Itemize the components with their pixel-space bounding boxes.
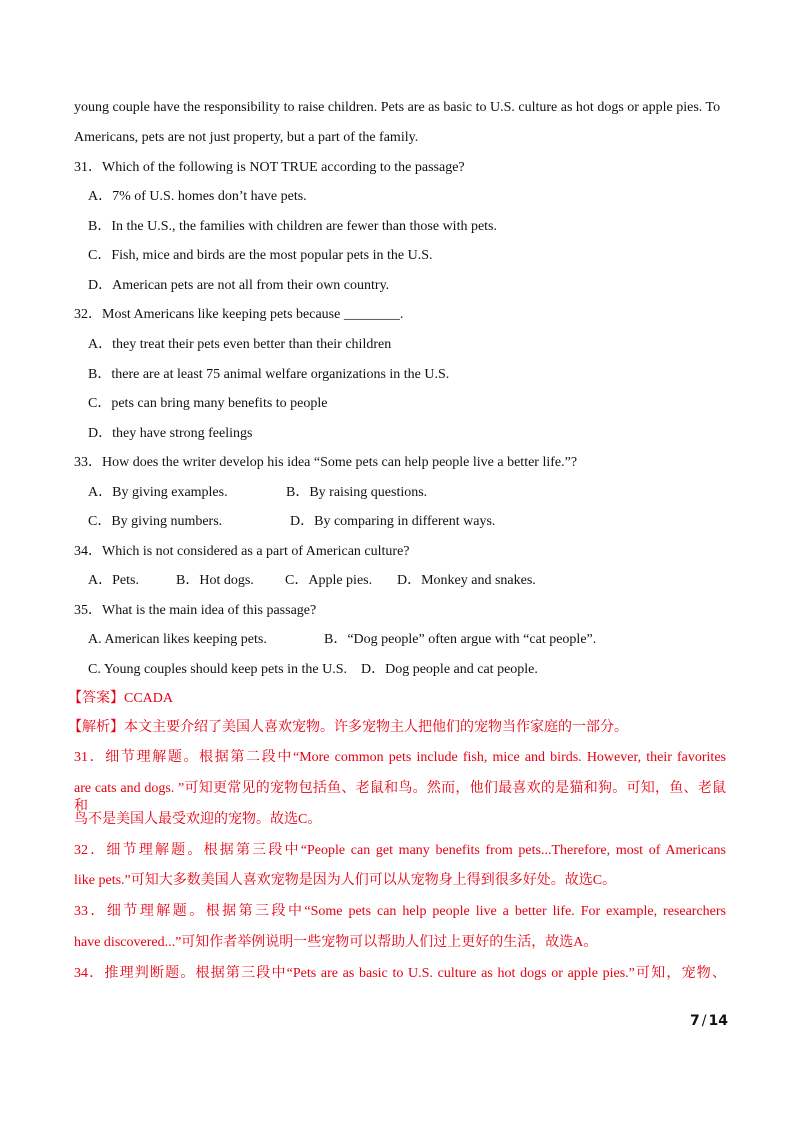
question-35-option-b: B．“Dog people” often argue with “cat people”. bbox=[324, 632, 597, 647]
question-35-option-c: C. Young couples should keep pets in the U.S. bbox=[88, 662, 347, 677]
question-33-option-d: D．By comparing in different ways. bbox=[290, 514, 496, 529]
question-31-stem: 31．Which of the following is NOT TRUE according to the passage? bbox=[74, 160, 465, 175]
explanation-31-line-3: 鸟不是美国人最受欢迎的宠物。故选C。 bbox=[74, 812, 322, 827]
passage-line-1: young couple have the responsibility to raise children. Pets are as basic to U.S. culture as hot dogs or apple pies. To bbox=[74, 100, 721, 115]
question-33-option-a: A．By giving examples. bbox=[88, 485, 228, 500]
analysis-label: 【解析】 bbox=[68, 720, 124, 735]
page-number-separator: / bbox=[701, 1013, 707, 1029]
question-35-option-a: A. American likes keeping pets. bbox=[88, 632, 267, 647]
question-34-stem: 34．Which is not considered as a part of American culture? bbox=[74, 544, 410, 559]
question-32-option-b: B．there are at least 75 animal welfare organizations in the U.S. bbox=[88, 367, 450, 382]
question-31-option-b: B．In the U.S., the families with children are fewer than those with pets. bbox=[88, 219, 498, 234]
question-33-stem: 33．How does the writer develop his idea “Some pets can help people live a better life.”? bbox=[74, 455, 578, 470]
question-34-option-d: D．Monkey and snakes. bbox=[397, 573, 536, 588]
question-32-stem: 32．Most Americans like keeping pets because ________. bbox=[74, 307, 404, 322]
analysis-summary: 本文主要介绍了美国人喜欢宠物。许多宠物主人把他们的宠物当作家庭的一部分。 bbox=[124, 720, 628, 735]
explanation-31-line-2: are cats and dogs. ”可知更常见的宠物包括鱼、老鼠和鸟。然而，他们最喜欢的是猫和狗。可知，鱼、老鼠和 bbox=[74, 781, 726, 814]
explanation-33-line-1: 33．细节理解题。根据第三段中“Some pets can help people live a better life. For example, researchers bbox=[74, 904, 726, 919]
page-number-total: 14 bbox=[708, 1013, 728, 1029]
answer-line bbox=[68, 690, 720, 708]
page-number-current: 7 bbox=[690, 1013, 700, 1029]
question-34-option-b: B．Hot dogs. bbox=[176, 573, 254, 588]
page-number bbox=[690, 1013, 728, 1029]
question-31-option-c: C．Fish, mice and birds are the most popular pets in the U.S. bbox=[88, 248, 433, 263]
explanation-31-line-1: 31．细节理解题。根据第二段中“More common pets include fish, mice and birds. However, their favorites bbox=[74, 750, 726, 765]
answer-label: 【答案】 bbox=[68, 691, 124, 706]
question-33-option-b: B．By raising questions. bbox=[286, 485, 428, 500]
question-32-option-d: D．they have strong feelings bbox=[88, 426, 253, 441]
answer-value: CCADA bbox=[124, 691, 174, 706]
question-32-option-a: A．they treat their pets even better than their children bbox=[88, 337, 392, 352]
question-33-option-c: C．By giving numbers. bbox=[88, 514, 223, 529]
passage-line-2: Americans, pets are not just property, but a part of the family. bbox=[74, 130, 419, 145]
question-35-option-d: D．Dog people and cat people. bbox=[361, 662, 538, 677]
explanation-32-line-2: like pets.”可知大多数美国人喜欢宠物是因为人们可以从宠物身上得到很多好处。故选C。 bbox=[74, 873, 617, 888]
analysis-summary-line bbox=[68, 719, 720, 737]
explanation-33-line-2: have discovered...”可知作者举例说明一些宠物可以帮助人们过上更好的生活，故选A。 bbox=[74, 935, 598, 950]
question-34-option-a: A．Pets. bbox=[88, 573, 139, 588]
explanation-34-line-1: 34．推理判断题。根据第三段中“Pets are as basic to U.S. culture as hot dogs or apple pies.”可知，宠物、 bbox=[74, 966, 726, 981]
explanation-32-line-1: 32．细节理解题。根据第三段中“People can get many benefits from pets...Therefore, most of Americans bbox=[74, 843, 726, 858]
question-34-option-c: C．Apple pies. bbox=[285, 573, 373, 588]
question-31-option-a: A．7% of U.S. homes don’t have pets. bbox=[88, 189, 307, 204]
question-31-option-d: D．American pets are not all from their own country. bbox=[88, 278, 390, 293]
question-32-option-c: C．pets can bring many benefits to people bbox=[88, 396, 328, 411]
question-35-stem: 35．What is the main idea of this passage? bbox=[74, 603, 317, 618]
